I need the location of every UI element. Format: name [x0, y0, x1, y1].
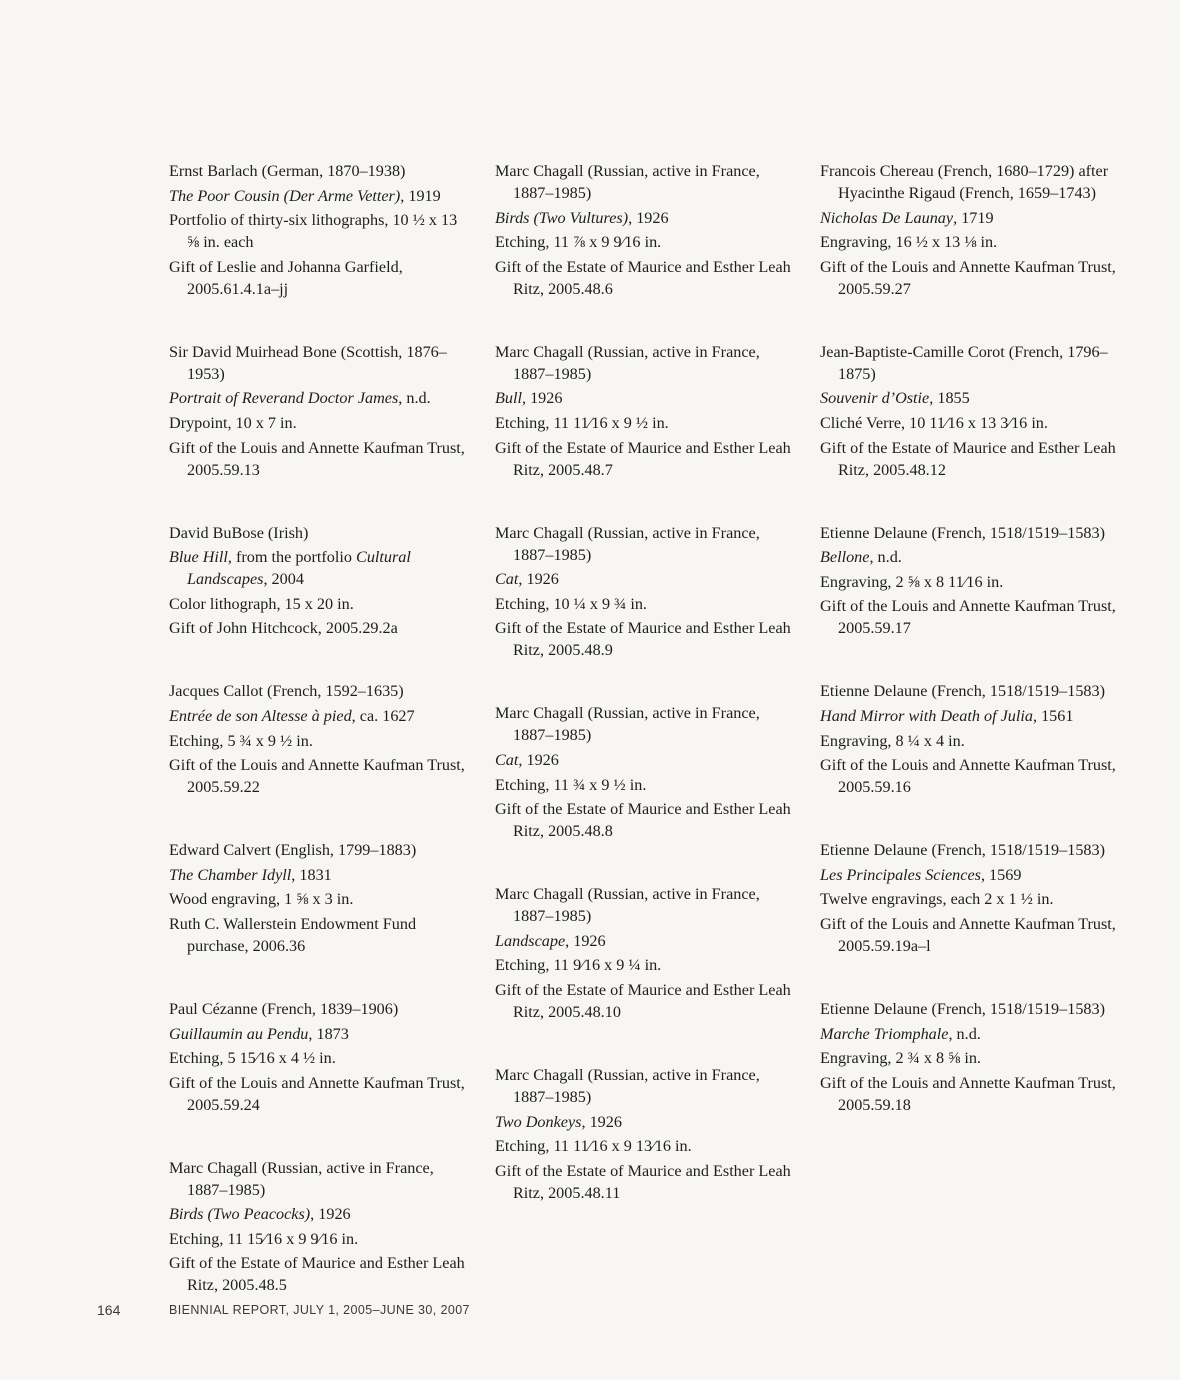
catalog-entry — [169, 522, 469, 640]
entry-medium: Drypoint, 10 x 7 in. — [169, 413, 297, 432]
entry-title-italic-segment: Birds (Two Vultures) — [495, 208, 629, 227]
entry-credit: Gift of the Estate of Maurice and Esther Leah Ritz, 2005.48.12 — [820, 438, 1116, 479]
entry-title — [820, 546, 1120, 568]
entry-medium: Etching, 5 ¾ x 9 ½ in. — [169, 731, 313, 750]
entry-artist: Francois Chereau (French, 1680–1729) after Hyacinthe Rigaud (French, 1659–1743) — [820, 162, 1109, 202]
entry-artist: Jean-Baptiste-Camille Corot (French, 1796–1875) — [820, 342, 1108, 383]
entry-artist: Etienne Delaune (French, 1518/1519–1583) — [820, 523, 1106, 542]
entry-credit: Gift of the Louis and Annette Kaufman Trust, 2005.59.18 — [820, 1073, 1116, 1114]
entry-artist: Etienne Delaune (French, 1518/1519–1583) — [820, 999, 1106, 1018]
catalog-entry — [169, 998, 469, 1116]
entry-title-plain-segment: , 1919 — [400, 186, 441, 205]
page-footer — [0, 1302, 1180, 1322]
catalog-entry — [820, 998, 1120, 1116]
entry-credit: Gift of the Estate of Maurice and Esther Leah Ritz, 2005.48.6 — [495, 257, 791, 298]
catalog-entry — [820, 160, 1120, 300]
entry-credit: Ruth C. Wallerstein Endowment Fund purchase, 2006.36 — [169, 914, 417, 955]
catalog-entry — [169, 1157, 469, 1297]
entry-title-plain-segment: , n.d. — [948, 1024, 981, 1043]
entry-title-italic-segment: Les Principales Sciences — [820, 865, 981, 884]
entry-title — [820, 864, 1120, 886]
catalog-entry — [820, 522, 1120, 640]
entry-title-plain-segment: , 1831 — [291, 865, 332, 884]
entry-title — [169, 864, 469, 886]
entry-credit: Gift of John Hitchcock, 2005.29.2a — [169, 619, 398, 638]
entry-medium: Wood engraving, 1 ⅝ x 3 in. — [169, 890, 354, 909]
entry-medium: Etching, 11 11⁄16 x 9 13⁄16 in. — [495, 1137, 692, 1156]
entry-artist: Marc Chagall (Russian, active in France, 1887–1985) — [495, 885, 760, 926]
entry-title-italic-segment: Entrée de son Altesse à pied — [169, 706, 352, 725]
entries-column-1 — [169, 160, 469, 1337]
entry-title — [169, 387, 469, 409]
catalog-entry — [169, 160, 469, 300]
entry-title — [495, 749, 795, 771]
entry-title-italic-segment: Marche Triomphale — [820, 1024, 949, 1043]
entry-artist: Jacques Callot (French, 1592–1635) — [169, 682, 404, 701]
catalog-entry — [169, 680, 469, 798]
entry-artist: Marc Chagall (Russian, active in France, 1887–1985) — [495, 162, 760, 202]
entry-medium: Engraving, 16 ½ x 13 ⅛ in. — [820, 233, 998, 252]
entries-column-2 — [495, 160, 795, 1245]
entry-title — [820, 387, 1120, 409]
entry-title-italic-segment: Birds (Two Peacocks) — [169, 1205, 311, 1224]
entry-title — [820, 1023, 1120, 1045]
entry-title-italic-segment: Souvenir d’Ostie — [820, 389, 930, 408]
entry-title — [820, 705, 1120, 727]
entries-column-3 — [820, 160, 1120, 1157]
entry-title-plain-segment: , 1926 — [581, 1112, 622, 1131]
entry-title-plain-segment: , n.d. — [398, 389, 431, 408]
entry-credit: Gift of the Estate of Maurice and Esther Leah Ritz, 2005.48.5 — [169, 1254, 465, 1295]
entry-title — [495, 1111, 795, 1133]
entry-medium: Engraving, 8 ¼ x 4 in. — [820, 731, 965, 750]
entry-artist: Paul Cézanne (French, 1839–1906) — [169, 999, 399, 1018]
entry-medium: Twelve engravings, each 2 x 1 ½ in. — [820, 890, 1054, 909]
running-head: BIENNIAL REPORT, JULY 1, 2005–JUNE 30, 2007 — [169, 1303, 470, 1317]
entry-artist: Marc Chagall (Russian, active in France, 1887–1985) — [495, 523, 760, 564]
entry-title-plain-segment: , 1855 — [929, 389, 970, 408]
entry-credit: Gift of the Estate of Maurice and Esther Leah Ritz, 2005.48.11 — [495, 1161, 791, 1202]
entry-artist: Sir David Muirhead Bone (Scottish, 1876–1953) — [169, 342, 447, 383]
entry-medium: Color lithograph, 15 x 20 in. — [169, 594, 354, 613]
entry-title-italic-segment: Bull — [495, 389, 522, 408]
catalog-entry — [169, 341, 469, 481]
entry-title-plain-segment: , 1926 — [518, 570, 559, 589]
entry-title — [820, 207, 1120, 229]
catalog-entry — [495, 341, 795, 481]
entry-title-italic-segment: The Chamber Idyll — [169, 865, 292, 884]
entry-medium: Engraving, 2 ¾ x 8 ⅝ in. — [820, 1049, 981, 1068]
entry-medium: Etching, 11 ¾ x 9 ½ in. — [495, 775, 647, 794]
catalog-entry — [495, 522, 795, 662]
entry-credit: Gift of the Louis and Annette Kaufman Trust, 2005.59.22 — [169, 756, 465, 797]
page-number: 164 — [97, 1302, 121, 1318]
entry-title — [495, 568, 795, 590]
catalog-entry — [169, 839, 469, 957]
entry-title — [169, 705, 469, 727]
entry-title-plain-segment: , 1873 — [308, 1024, 349, 1043]
entry-title — [169, 1203, 469, 1225]
entry-title — [495, 387, 795, 409]
entry-medium: Portfolio of thirty-six lithographs, 10 ½ x 13 ⅝ in. each — [169, 211, 458, 252]
entry-title — [169, 546, 469, 590]
entry-title-plain-segment: , 1926 — [518, 750, 559, 769]
entry-artist: Marc Chagall (Russian, active in France, 1887–1985) — [495, 1065, 760, 1106]
entry-title-plain-segment: , 1561 — [1032, 706, 1074, 725]
entry-credit: Gift of the Louis and Annette Kaufman Trust, 2005.59.17 — [820, 597, 1116, 638]
entry-title — [495, 930, 795, 952]
catalog-entry — [820, 680, 1120, 798]
entry-title-plain-segment: , 1926 — [628, 208, 669, 227]
entry-medium: Engraving, 2 ⅝ x 8 11⁄16 in. — [820, 572, 1004, 591]
entry-artist: Marc Chagall (Russian, active in France, 1887–1985) — [495, 342, 760, 383]
entry-title-plain-segment: , 1926 — [565, 931, 606, 950]
entry-artist: David BuBose (Irish) — [169, 523, 309, 542]
entry-title-plain-segment: , ca. 1627 — [351, 706, 415, 725]
entry-title-italic-segment: Nicholas De Launay — [820, 208, 954, 227]
entry-artist: Etienne Delaune (French, 1518/1519–1583) — [820, 682, 1106, 701]
entry-title-italic-segment: Cat — [495, 750, 519, 769]
entry-medium: Etching, 10 ¼ x 9 ¾ in. — [495, 594, 647, 613]
entry-title-italic-segment: Guillaumin au Pendu — [169, 1024, 309, 1043]
entry-credit: Gift of the Louis and Annette Kaufman Trust, 2005.59.27 — [820, 257, 1116, 298]
catalog-entry — [495, 160, 795, 300]
entry-credit: Gift of Leslie and Johanna Garfield, 2005.61.4.1a–jj — [169, 257, 403, 298]
entry-title-plain-segment: , 2004 — [263, 570, 304, 589]
entry-title-plain-segment: , n.d. — [869, 548, 902, 567]
entry-medium: Etching, 11 9⁄16 x 9 ¼ in. — [495, 956, 662, 975]
entry-title-italic-segment: Cultural Landscapes — [187, 548, 411, 589]
entry-title-italic-segment: Cat — [495, 570, 519, 589]
entry-medium: Etching, 5 15⁄16 x 4 ½ in. — [169, 1049, 336, 1068]
entry-medium: Etching, 11 ⅞ x 9 9⁄16 in. — [495, 233, 662, 252]
entry-title-italic-segment: Portrait of Reverand Doctor James — [169, 389, 399, 408]
catalog-entry — [495, 883, 795, 1023]
catalog-entry — [820, 341, 1120, 481]
entry-credit: Gift of the Louis and Annette Kaufman Trust, 2005.59.16 — [820, 756, 1116, 797]
entry-medium: Etching, 11 11⁄16 x 9 ½ in. — [495, 413, 669, 432]
entry-title-italic-segment: Landscape — [495, 931, 566, 950]
entry-title-plain-segment: , 1569 — [980, 865, 1022, 884]
entry-artist: Ernst Barlach (German, 1870–1938) — [169, 162, 406, 180]
catalog-entry — [820, 839, 1120, 957]
entry-title-plain-segment: , 1926 — [521, 389, 563, 408]
catalog-entry — [495, 1064, 795, 1204]
entry-credit: Gift of the Estate of Maurice and Esther Leah Ritz, 2005.48.7 — [495, 438, 791, 479]
entry-title-italic-segment: Blue Hill — [169, 548, 228, 567]
catalog-entry — [495, 702, 795, 842]
entry-artist: Edward Calvert (English, 1799–1883) — [169, 841, 417, 860]
entry-credit: Gift of the Estate of Maurice and Esther Leah Ritz, 2005.48.9 — [495, 619, 791, 660]
entry-credit: Gift of the Louis and Annette Kaufman Trust, 2005.59.24 — [169, 1073, 465, 1114]
entry-credit: Gift of the Estate of Maurice and Esther Leah Ritz, 2005.48.10 — [495, 980, 791, 1021]
entry-title-plain-segment: , from the portfolio — [227, 548, 357, 567]
entry-title — [495, 207, 795, 229]
entry-artist: Marc Chagall (Russian, active in France, 1887–1985) — [169, 1158, 434, 1199]
entry-title — [169, 185, 469, 207]
entry-title-plain-segment: , 1926 — [310, 1205, 351, 1224]
entry-title-italic-segment: Hand Mirror with Death of Julia — [820, 706, 1033, 725]
entry-title — [169, 1023, 469, 1045]
entry-title-italic-segment: The Poor Cousin (Der Arme Vetter) — [169, 186, 401, 205]
entry-credit: Gift of the Louis and Annette Kaufman Trust, 2005.59.19a–l — [820, 914, 1116, 955]
entry-artist: Marc Chagall (Russian, active in France, 1887–1985) — [495, 704, 760, 745]
entry-artist: Etienne Delaune (French, 1518/1519–1583) — [820, 841, 1106, 860]
entry-credit: Gift of the Louis and Annette Kaufman Trust, 2005.59.13 — [169, 438, 465, 479]
entry-title-plain-segment: , 1719 — [953, 208, 994, 227]
entry-medium: Etching, 11 15⁄16 x 9 9⁄16 in. — [169, 1229, 359, 1248]
entry-title-italic-segment: Bellone — [820, 548, 870, 567]
entry-title-italic-segment: Two Donkeys — [495, 1112, 582, 1131]
entry-credit: Gift of the Estate of Maurice and Esther Leah Ritz, 2005.48.8 — [495, 800, 791, 841]
entry-medium: Cliché Verre, 10 11⁄16 x 13 3⁄16 in. — [820, 413, 1048, 432]
